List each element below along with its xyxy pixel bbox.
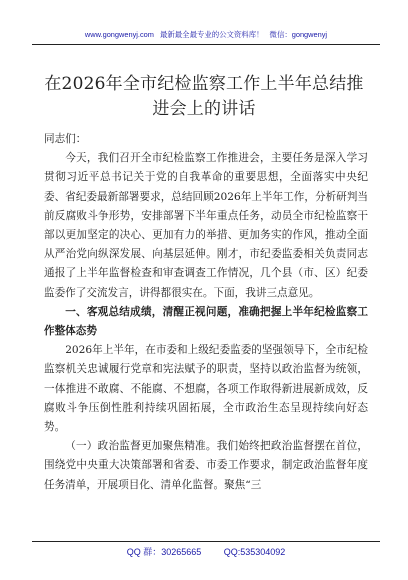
qq-group: QQ 群：30265665 [126,547,202,557]
document-body [44,126,368,495]
paragraph-intro: 今天，我们召开全市纪检监察工作推进会，主要任务是深入学习贯彻习近平总书记关于党的自我革命的重要思想，全面落实中央纪委、省纪委最新部署要求，总结回顾2026年上半年工作，分析研判当前反腐败斗争形势，安排部署下半年重点任务，动员全市纪检监察干部以更加坚定的决心、更加有力的举措、更加务实的作风，推动全面从严治党向纵深发展、向基层延伸。刚才，市纪委监委相关负责同志通报了上半年监督检查和审查调查工作情况，几个县（市、区）纪委监委作了交流发言，讲得都很实在。下面，我讲三点意见。 [44,152,368,299]
section-heading: 一、客观总结成绩，清醒正视问题，准确把握上半年纪检监察工作整体态势 [44,305,368,338]
wechat-id: 微信：gongwenyj [269,30,328,39]
page-header [32,26,380,45]
page-footer [32,541,380,562]
site-url[interactable]: www.gongwenyj.com [84,30,154,39]
qq-number: QQ:535304092 [223,547,286,557]
document-title: 在2026年全市纪检监察工作上半年总结推进会上的讲话 [44,74,364,119]
site-slogan: 最新最全最专业的公文资料库！ [160,30,264,39]
salutation: 同志们： [44,133,87,145]
paragraph-summary: 2026年上半年，在市委和上级纪委监委的坚强领导下，全市纪检监察机关忠诚履行党章和宪法赋予的职责，坚持以政治监督为统领，一体推进不敢腐、不能腐、不想腐，各项工作取得新进展新成效，反腐败斗争压倒性胜利持续巩固拓展，全市政治生态呈现持续向好态势。 [44,344,368,434]
paragraph-political-supervision: （一）政治监督更加聚焦精准。我们始终把政治监督摆在首位，围绕党中央重大决策部署和省委、市委工作要求，制定政治监督年度任务清单，开展项目化、清单化监督。聚焦“三 [44,440,368,491]
